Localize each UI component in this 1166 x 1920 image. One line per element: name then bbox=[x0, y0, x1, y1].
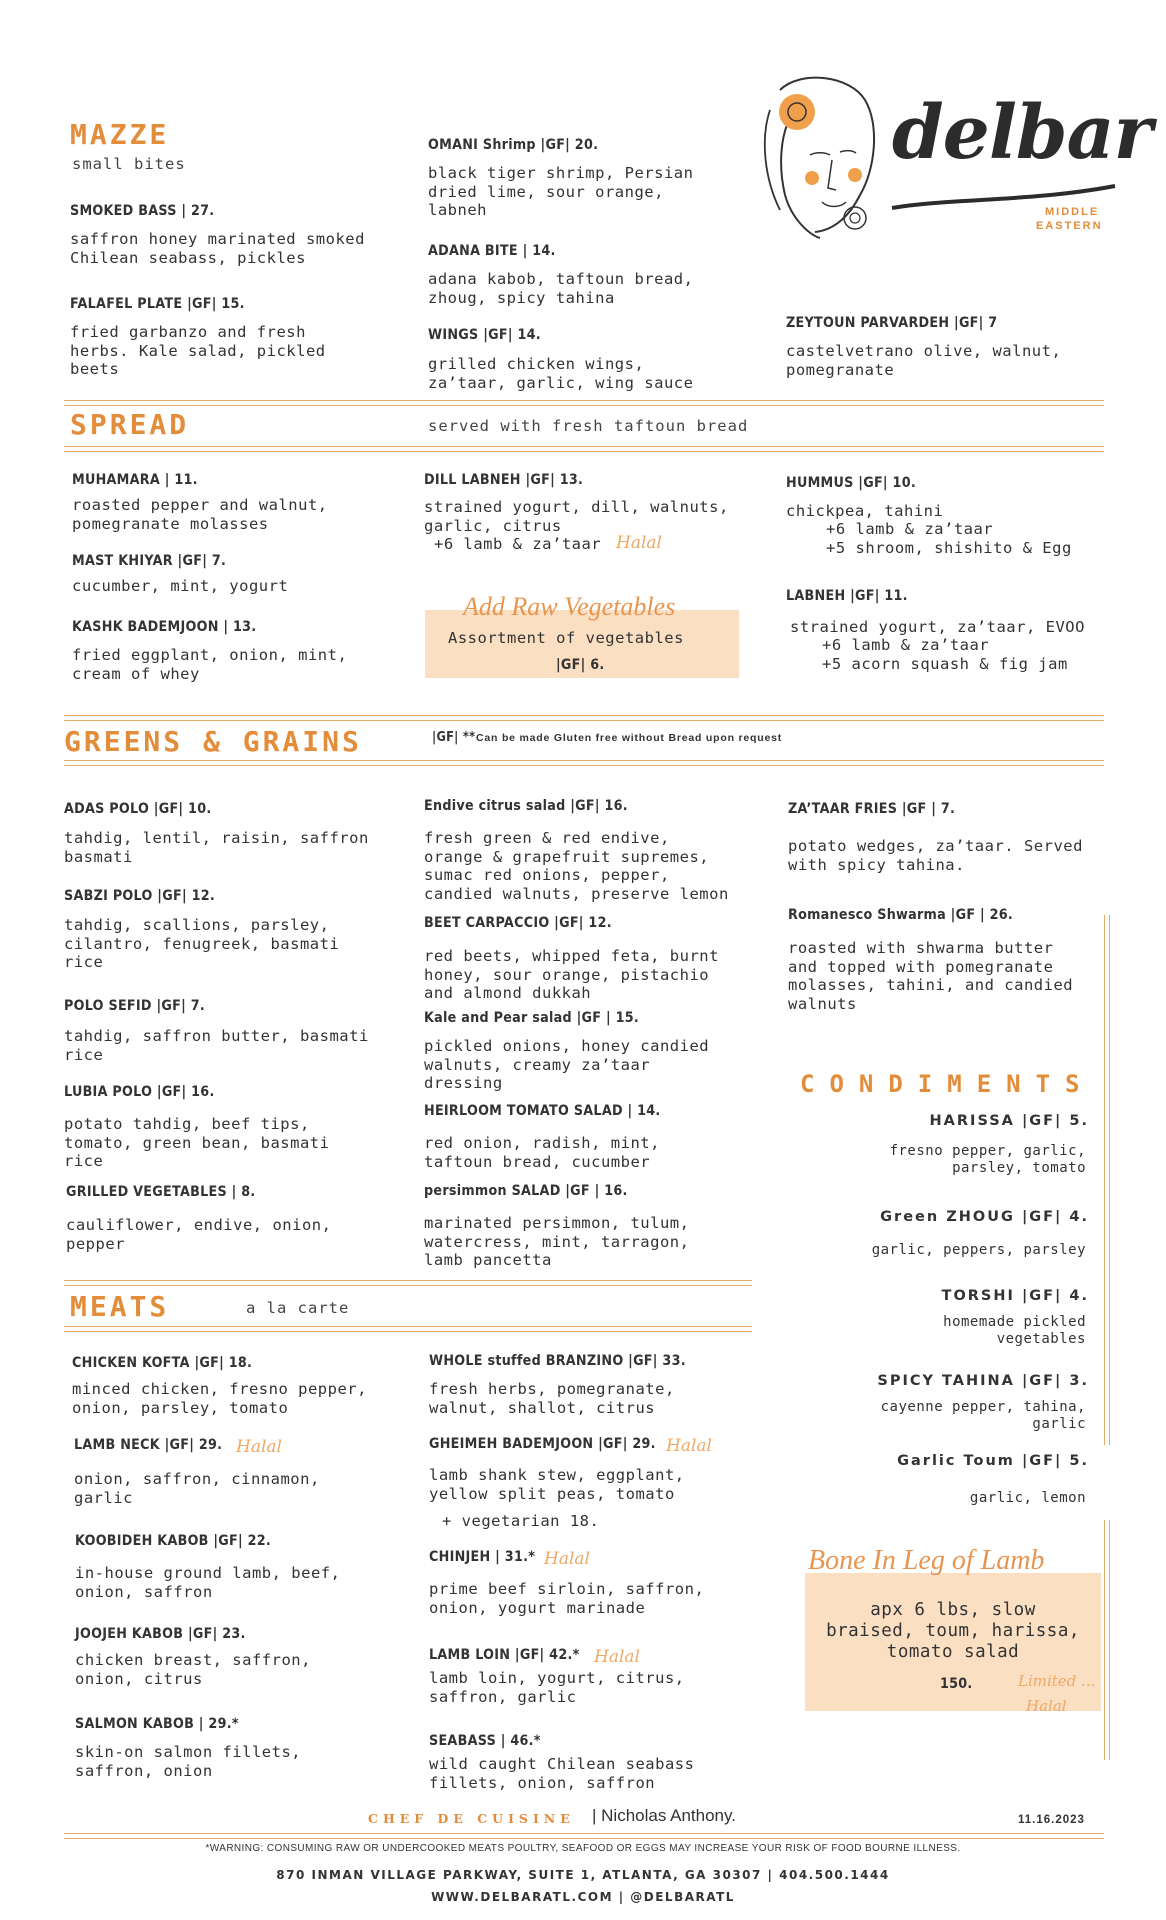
condiment-name: TORSHI |GF| 4. bbox=[941, 1288, 1089, 1304]
greens-title: GREENS & GRAINS bbox=[64, 725, 362, 758]
item-name: persimmon SALAD |GF | 16. bbox=[424, 1183, 628, 1199]
item-name: LAMB NECK |GF| 29. bbox=[74, 1437, 223, 1453]
item-name: HEIRLOOM TOMATO SALAD | 14. bbox=[424, 1103, 661, 1119]
item-desc: tahdig, saffron butter, basmati rice bbox=[64, 1027, 369, 1064]
gf-note: Can be made Gluten free without Bread upon request bbox=[476, 732, 783, 744]
halal-label: Halal bbox=[544, 1549, 590, 1569]
divider bbox=[64, 1280, 752, 1286]
item-extra: +6 lamb & za’taar +5 acorn squash & fig jam bbox=[822, 636, 1068, 673]
special-title: Bone In Leg of Lamb bbox=[808, 1545, 1045, 1576]
item-desc: grilled chicken wings, za’taar, garlic, wing sauce bbox=[428, 355, 694, 392]
divider bbox=[64, 760, 1104, 766]
item-desc: tahdig, scallions, parsley, cilantro, fenugreek, basmati rice bbox=[64, 916, 340, 971]
condiment-name: HARISSA |GF| 5. bbox=[929, 1113, 1089, 1129]
item-desc: fresh green & red endive, orange & grapefruit supremes, sumac red onions, pepper, candied walnuts, preserve lemon bbox=[424, 829, 729, 903]
item-desc: red onion, radish, mint, taftoun bread, cucumber bbox=[424, 1134, 660, 1171]
item-name: KASHK BADEMJOON | 13. bbox=[72, 619, 257, 635]
item-name: LABNEH |GF| 11. bbox=[786, 588, 908, 604]
condiments-title: CONDIMENTS bbox=[800, 1070, 1095, 1098]
item-name: MAST KHIYAR |GF| 7. bbox=[72, 553, 227, 569]
gf-note-marker: |GF| ** bbox=[432, 730, 476, 745]
item-name: ZEYTOUN PARVARDEH |GF| 7 bbox=[786, 315, 998, 331]
limited-label: Limited ... bbox=[1018, 1672, 1096, 1690]
item-extra: + vegetarian 18. bbox=[442, 1512, 600, 1530]
special-price: 150. bbox=[940, 1676, 973, 1692]
logo-tagline-1: MIDDLE bbox=[1045, 206, 1100, 218]
item-desc: black tiger shrimp, Persian dried lime, sour orange, labneh bbox=[428, 164, 694, 219]
item-desc: adana kabob, taftoun bread, zhoug, spicy tahina bbox=[428, 270, 694, 307]
item-name: LAMB LOIN |GF| 42.* bbox=[429, 1647, 580, 1663]
item-desc: fried garbanzo and fresh herbs. Kale salad, pickled beets bbox=[70, 323, 326, 378]
condiment-name: Green ZHOUG |GF| 4. bbox=[880, 1209, 1089, 1225]
raw-vegetables-price: |GF| 6. bbox=[556, 657, 605, 673]
item-name: POLO SEFID |GF| 7. bbox=[64, 998, 206, 1014]
logo bbox=[740, 70, 1152, 250]
item-name: SEABASS | 46.* bbox=[429, 1733, 541, 1749]
item-desc: chickpea, tahini bbox=[786, 502, 944, 520]
halal-label: Halal bbox=[236, 1437, 282, 1457]
raw-vegetables-desc: Assortment of vegetables bbox=[448, 629, 684, 647]
divider bbox=[64, 400, 1104, 406]
condiment-name: SPICY TAHINA |GF| 3. bbox=[877, 1373, 1089, 1389]
item-desc: cucumber, mint, yogurt bbox=[72, 577, 289, 595]
item-name: ADAS POLO |GF| 10. bbox=[64, 801, 212, 817]
item-desc: tahdig, lentil, raisin, saffron basmati bbox=[64, 829, 369, 866]
mazze-title: MAZZE bbox=[70, 118, 170, 151]
item-desc: potato wedges, za’taar. Served with spicy tahina. bbox=[788, 837, 1083, 874]
condiment-desc: homemade pickled vegetables bbox=[943, 1314, 1086, 1347]
item-desc: prime beef sirloin, saffron, onion, yogurt marinade bbox=[429, 1580, 705, 1617]
item-desc: lamb shank stew, eggplant, yellow split peas, tomato bbox=[429, 1466, 685, 1503]
condiment-desc: garlic, lemon bbox=[969, 1490, 1086, 1506]
item-name: MUHAMARA | 11. bbox=[72, 472, 198, 488]
condiment-desc: garlic, peppers, parsley bbox=[871, 1242, 1086, 1258]
item-name: CHICKEN KOFTA |GF| 18. bbox=[72, 1355, 253, 1371]
item-desc: roasted pepper and walnut, pomegranate molasses bbox=[72, 496, 328, 533]
chef-label: CHEF DE CUISINE bbox=[368, 1811, 575, 1826]
condiment-name: Garlic Toum |GF| 5. bbox=[897, 1453, 1089, 1469]
logo-wordmark: delbar bbox=[892, 90, 1152, 176]
website[interactable]: WWW.DELBARATL.COM | @DELBARATL bbox=[431, 1890, 735, 1904]
item-desc: cauliflower, endive, onion, pepper bbox=[66, 1216, 332, 1253]
special-desc: apx 6 lbs, slow braised, toum, harissa, tomato salad bbox=[826, 1600, 1080, 1662]
item-desc: pickled onions, honey candied walnuts, creamy za’taar dressing bbox=[424, 1037, 710, 1092]
divider bbox=[64, 1833, 1104, 1839]
item-name: GHEIMEH BADEMJOON |GF| 29. bbox=[429, 1436, 656, 1452]
item-name: Kale and Pear salad |GF | 15. bbox=[424, 1010, 640, 1026]
item-name: BEET CARPACCIO |GF| 12. bbox=[424, 915, 612, 931]
condiment-desc: fresno pepper, garlic, parsley, tomato bbox=[889, 1143, 1086, 1176]
item-name: LUBIA POLO |GF| 16. bbox=[64, 1084, 215, 1100]
item-name: WINGS |GF| 14. bbox=[428, 327, 541, 343]
item-name: Endive citrus salad |GF| 16. bbox=[424, 798, 628, 814]
woman-face-illustration bbox=[740, 70, 890, 250]
logo-tagline-2: EASTERN bbox=[1036, 220, 1103, 232]
halal-label: Halal bbox=[666, 1436, 712, 1456]
item-name: HUMMUS |GF| 10. bbox=[786, 475, 916, 491]
spread-title: SPREAD bbox=[70, 408, 190, 441]
item-name: GRILLED VEGETABLES | 8. bbox=[66, 1184, 256, 1200]
item-name: ZA’TAAR FRIES |GF | 7. bbox=[788, 801, 956, 817]
item-desc: skin-on salmon fillets, saffron, onion bbox=[75, 1743, 302, 1780]
item-extra: +6 lamb & za’taar bbox=[434, 535, 602, 553]
item-name: DILL LABNEH |GF| 13. bbox=[424, 472, 584, 488]
item-desc: strained yogurt, dill, walnuts, garlic, citrus bbox=[424, 498, 729, 535]
item-desc: minced chicken, fresno pepper, onion, parsley, tomato bbox=[72, 1380, 367, 1417]
item-extra: +6 lamb & za’taar +5 shroom, shishito & Egg bbox=[826, 520, 1072, 557]
item-name: SMOKED BASS | 27. bbox=[70, 203, 215, 219]
menu-date: 11.16.2023 bbox=[1018, 1814, 1085, 1826]
item-desc: strained yogurt, za’taar, EVOO bbox=[790, 618, 1085, 636]
item-name: CHINJEH | 31.* bbox=[429, 1549, 536, 1565]
meats-subtitle: a la carte bbox=[246, 1299, 350, 1317]
condiment-desc: cayenne pepper, tahina, garlic bbox=[880, 1399, 1086, 1432]
raw-vegetables-title: Add Raw Vegetables bbox=[463, 592, 676, 621]
warning-text: *WARNING: CONSUMING RAW OR UNDERCOOKED MEATS POULTRY, SEAFOOD OR EGGS MAY INCREASE YOUR RISK OF FOOD BOURNE ILLNESS. bbox=[205, 1843, 961, 1854]
divider bbox=[64, 715, 1104, 721]
divider bbox=[64, 1326, 752, 1332]
meats-title: MEATS bbox=[70, 1290, 170, 1323]
item-name: ADANA BITE | 14. bbox=[428, 243, 556, 259]
halal-label: Halal bbox=[1026, 1697, 1067, 1715]
vertical-divider bbox=[1104, 915, 1110, 1445]
item-desc: fresh herbs, pomegranate, walnut, shallot, citrus bbox=[429, 1380, 675, 1417]
mazze-subtitle: small bites bbox=[72, 155, 186, 173]
item-desc: lamb loin, yogurt, citrus, saffron, garlic bbox=[429, 1669, 685, 1706]
item-name: SALMON KABOB | 29.* bbox=[75, 1716, 239, 1732]
chef-name: | Nicholas Anthony. bbox=[592, 1806, 736, 1825]
item-name: WHOLE stuffed BRANZINO |GF| 33. bbox=[429, 1353, 686, 1369]
halal-label: Halal bbox=[616, 533, 662, 553]
item-name: SABZI POLO |GF| 12. bbox=[64, 888, 215, 904]
item-name: KOOBIDEH KABOB |GF| 22. bbox=[75, 1533, 272, 1549]
item-name: OMANI Shrimp |GF| 20. bbox=[428, 137, 599, 153]
item-desc: chicken breast, saffron, onion, citrus bbox=[75, 1651, 311, 1688]
address: 870 INMAN VILLAGE PARKWAY, SUITE 1, ATLANTA, GA 30307 | 404.500.1444 bbox=[276, 1868, 890, 1882]
item-desc: onion, saffron, cinnamon, garlic bbox=[74, 1470, 320, 1507]
divider bbox=[64, 446, 1104, 452]
item-desc: wild caught Chilean seabass fillets, onion, saffron bbox=[429, 1755, 695, 1792]
spread-subtitle: served with fresh taftoun bread bbox=[428, 417, 749, 435]
item-desc: saffron honey marinated smoked Chilean seabass, pickles bbox=[70, 230, 365, 267]
item-desc: in-house ground lamb, beef, onion, saffron bbox=[75, 1564, 341, 1601]
item-name: FALAFEL PLATE |GF| 15. bbox=[70, 296, 245, 312]
item-desc: fried eggplant, onion, mint, cream of whey bbox=[72, 646, 348, 683]
item-name: Romanesco Shwarma |GF | 26. bbox=[788, 907, 1014, 923]
item-name: JOOJEH KABOB |GF| 23. bbox=[75, 1626, 246, 1642]
item-desc: marinated persimmon, tulum, watercress, mint, tarragon, lamb pancetta bbox=[424, 1214, 690, 1269]
item-desc: roasted with shwarma butter and topped with pomegranate molasses, tahini, and candied walnuts bbox=[788, 939, 1074, 1013]
item-desc: potato tahdig, beef tips, tomato, green bean, basmati rice bbox=[64, 1115, 330, 1170]
item-desc: castelvetrano olive, walnut, pomegranate bbox=[786, 342, 1062, 379]
vertical-divider bbox=[1104, 1520, 1110, 1760]
item-desc: red beets, whipped feta, burnt honey, sour orange, pistachio and almond dukkah bbox=[424, 947, 719, 1002]
halal-label: Halal bbox=[594, 1647, 640, 1667]
